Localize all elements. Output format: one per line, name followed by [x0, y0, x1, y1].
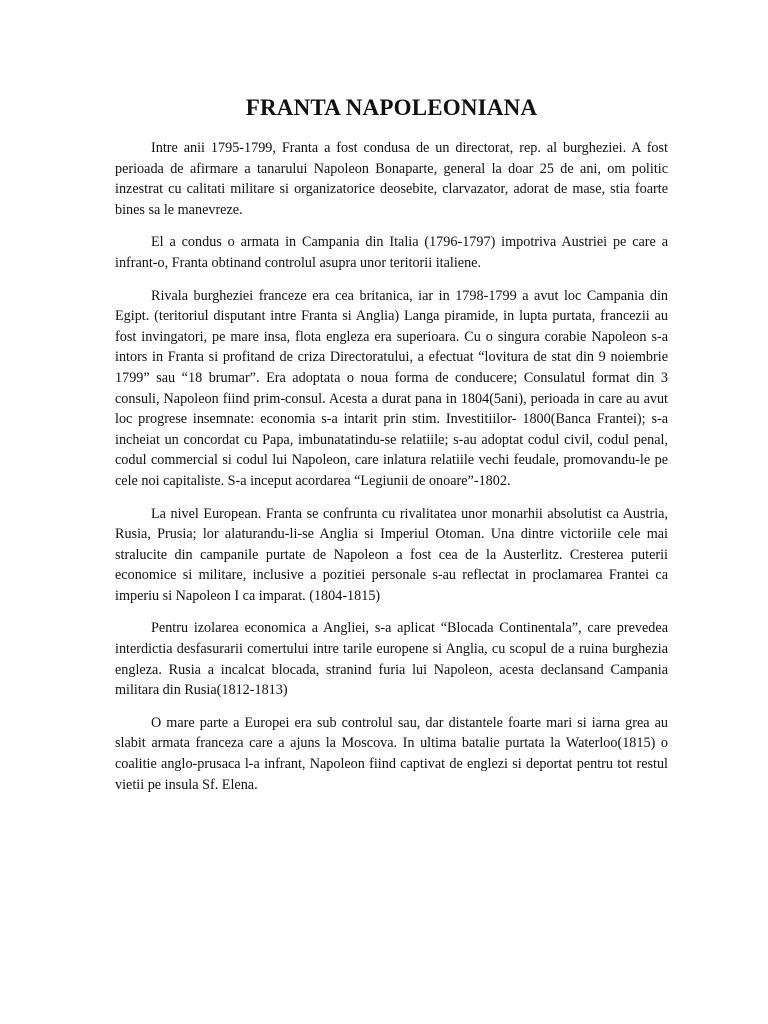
paragraph-waterloo: O mare parte a Europei era sub controlul sau, dar distantele foarte mari si iarna grea au slabit armata franceza care a ajuns la Moscova. In ultima batalie purtata la Waterloo(1815) o coalitie anglo-prusaca l-a infrant, Napoleon fiind captivat de englezi si deportat pentru tot restul vietii pe insula Sf. Elena.	[115, 714, 668, 793]
paragraph-directorat: Intre anii 1795-1799, Franta a fost condusa de un directorat, rep. al burgheziei. A fost perioada de afirmare a tanarului Napoleon Bonaparte, general la doar 25 de ani, om politic inzestrat cu calitati militare si organizatorice deosebite, clarvazator, adorat de mase, stia foarte bines sa le manevreze.	[115, 140, 668, 218]
paragraph-campania-italia: El a condus o armata in Campania din Italia (1796-1797) impotriva Austriei pe care a infrant-o, Franta obtinand controlul asupra unor teritorii italiene.	[115, 234, 668, 271]
paragraph-nivel-european: La nivel European. Franta se confrunta cu rivalitatea unor monarhii absolutist ca Austria, Rusia, Prusia; lor alaturandu-li-se Anglia si Imperiul Otoman. Una dintre victoriile cele mai stralucite din campanile purtate de Napoleon a fost cea de la Austerlitz. Cresterea puterii economice si militare, inclusive a pozitiei personale s-au reflectat in proclamarea Frantei ca imperiu si Napoleon I ca imparat. (1804-1815)	[115, 505, 668, 604]
document-title: FRANTA NAPOLEONIANA	[245, 95, 538, 120]
paragraph-blocada-continentala: Pentru izolarea economica a Angliei, s-a aplicat “Blocada Continentala”, care prevedea interdictia desfasurarii comertului intre tarile europene si Anglia, cu scopul de a ruina burghezia engleza. Rusia a incalcat blocada, stranind furia lui Napoleon, acesta declansand Campania militara din Rusia(1812-1813)	[115, 620, 668, 699]
paragraph-campania-egipt-consulat: Rivala burgheziei franceze era cea britanica, iar in 1798-1799 a avut loc Campania din Egipt. (teritoriul disputant intre Franta si Anglia) Langa piramide, in lupta purtata, francezii au fost invingatori, pe mare insa, flota engleza era superioara. Cu o singura corabie Napoleon s-a intors in Franta si profitand de criza Directoratului, a efectuat “lovitura de stat din 9 noiembrie 1799” sau “18 brumar”. Era adoptata o noua forma de conducere; Consulatul format din 3 consuli, Napoleon fiind prim-consul. Acesta a durat pana in 1804(5ani), perioada in care au avut loc progrese insemnate: economia s-a intarit prin stim. Investitiilor- 1800(Banca Frantei); s-a incheiat un concordat cu Papa, imbunatatindu-se relatiile; s-au adoptat codul civil, codul penal, codul commercial si codul lui Napoleon, care inlatura relatiile vechi feudale, promovandu-le pe cele noi capitaliste. S-a inceput acordarea “Legiunii de onoare”-1802.	[115, 287, 668, 489]
